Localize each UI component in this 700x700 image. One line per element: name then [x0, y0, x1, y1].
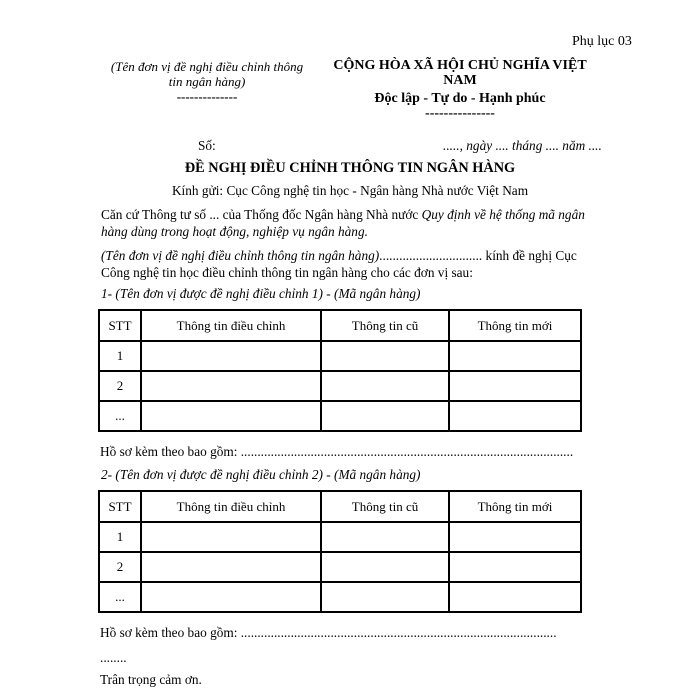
row-number: 1 [99, 341, 141, 371]
cell-new-info [449, 371, 581, 401]
cell-old-info [321, 522, 449, 552]
table-row [99, 582, 581, 612]
row-number: 2 [99, 552, 141, 582]
sender-header [96, 59, 318, 104]
section2-attachments: Hồ sơ kèm theo bao gồm: ............................................................................................... [100, 625, 557, 640]
table-header-row [99, 310, 581, 341]
request-sender: (Tên đơn vị đề nghị điều chỉnh thông tin ngân hàng) [101, 248, 380, 263]
header-old-info: Thông tin cũ [321, 310, 449, 341]
row-number: 1 [99, 522, 141, 552]
cell-new-info [449, 582, 581, 612]
national-name-line1: CỘNG HÒA XÃ HỘI CHỦ NGHĨA VIỆT [333, 58, 587, 73]
row-number: 2 [99, 371, 141, 401]
sender-name-line2: tin ngân hàng) [168, 74, 246, 89]
legal-basis [101, 206, 621, 240]
request-text-line2: Công nghệ tin học điều chỉnh thông tin ngân hàng cho các đơn vị sau: [101, 265, 473, 280]
row-number: ... [99, 582, 141, 612]
national-rule: --------------- [425, 106, 495, 121]
legal-basis-title-2: hàng dùng trong hoạt động, nghiệp vụ ngân hàng. [101, 224, 368, 239]
table-row [99, 522, 581, 552]
header-adjusted-info: Thông tin điều chỉnh [141, 491, 321, 522]
national-motto: Độc lập - Tự do - Hạnh phúc [374, 91, 546, 106]
cell-adjusted-info [141, 552, 321, 582]
ellipsis-line: ........ [100, 650, 127, 665]
cell-old-info [321, 341, 449, 371]
cell-old-info [321, 371, 449, 401]
date-line: ....., ngày .... tháng .... năm .... [443, 138, 602, 153]
cell-adjusted-info [141, 582, 321, 612]
cell-adjusted-info [141, 401, 321, 431]
table-header-row [99, 491, 581, 522]
header-new-info: Thông tin mới [449, 310, 581, 341]
header-stt: STT [99, 310, 141, 341]
document-title: ĐỀ NGHỊ ĐIỀU CHỈNH THÔNG TIN NGÂN HÀNG [184, 160, 516, 176]
appendix-label: Phụ lục 03 [572, 34, 632, 49]
section1-attachments: Hồ sơ kèm theo bao gồm: .................................................................................................... [100, 444, 574, 459]
header-stt: STT [99, 491, 141, 522]
national-name-line2: NAM [443, 73, 477, 88]
cell-new-info [449, 401, 581, 431]
legal-basis-text: Căn cứ Thông tư số ... của Thống đốc Ngân hàng Nhà nước [101, 207, 422, 222]
table-row [99, 341, 581, 371]
cell-new-info [449, 522, 581, 552]
cell-adjusted-info [141, 371, 321, 401]
cell-new-info [449, 552, 581, 582]
sender-name-line1: (Tên đơn vị đề nghị điều chỉnh thông [110, 59, 304, 74]
table-row [99, 371, 581, 401]
cell-old-info [321, 582, 449, 612]
header-adjusted-info: Thông tin điều chỉnh [141, 310, 321, 341]
cell-new-info [449, 341, 581, 371]
request-paragraph [101, 247, 621, 281]
number-label: Số: [198, 138, 216, 153]
legal-basis-title-1: Quy định về hệ thống mã ngân [421, 207, 585, 222]
cell-adjusted-info [141, 522, 321, 552]
closing-text: Trân trọng cảm ơn. [100, 672, 202, 687]
cell-old-info [321, 401, 449, 431]
addressee: Kính gửi: Cục Công nghệ tin học - Ngân hàng Nhà nước Việt Nam [171, 183, 529, 198]
national-header [330, 58, 590, 121]
request-text: ............................... kính đề nghị Cục [379, 248, 577, 263]
row-number: ... [99, 401, 141, 431]
sender-rule: -------------- [176, 89, 238, 104]
section2-heading: 2- (Tên đơn vị được đề nghị điều chỉnh 2) - (Mã ngân hàng) [101, 467, 421, 482]
header-new-info: Thông tin mới [449, 491, 581, 522]
cell-old-info [321, 552, 449, 582]
table-row [99, 401, 581, 431]
section1-table [98, 309, 582, 432]
header-old-info: Thông tin cũ [321, 491, 449, 522]
section1-heading: 1- (Tên đơn vị được đề nghị điều chỉnh 1) - (Mã ngân hàng) [101, 286, 421, 301]
table-row [99, 552, 581, 582]
cell-adjusted-info [141, 341, 321, 371]
section2-table [98, 490, 582, 613]
